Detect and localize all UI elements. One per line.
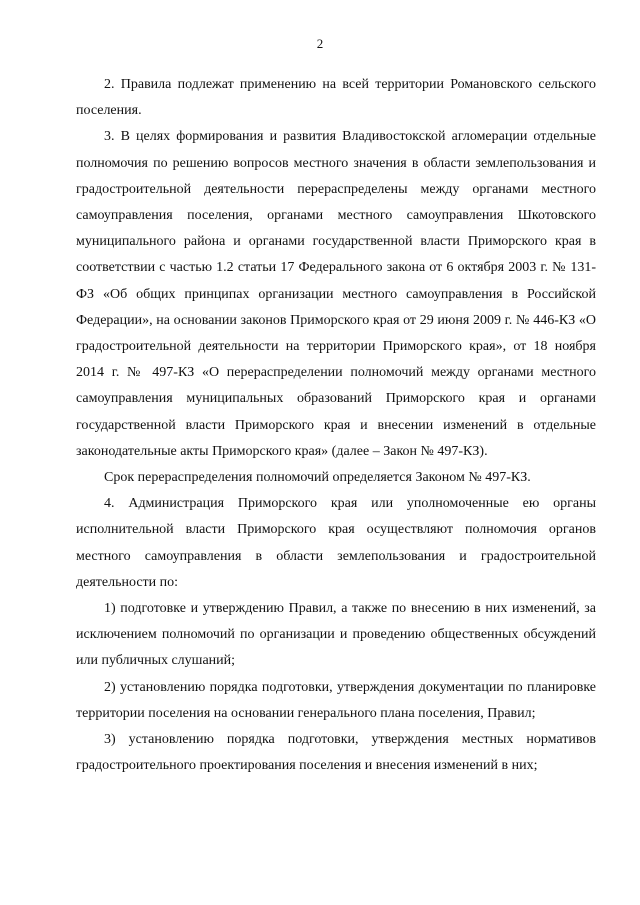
list-item-2-planning-documentation: 2) установлению порядка подготовки, утверждения документации по планировке территории поселения на основании генерального плана поселения, Правил;: [76, 679, 596, 721]
paragraph-4-administration-powers: 4. Администрация Приморского края или уполномоченные ею органы исполнительной власти Приморского края осуществляют полномочия органов местного самоуправления в области землепользования и градостроительной деятельности по:: [76, 496, 596, 590]
page-number: 2: [316, 36, 324, 51]
list-item-1-rules-approval: 1) подготовке и утверждению Правил, а также по внесению в них изменений, за исключением полномочий по организации и проведению общественных обсуждений или публичных слушаний;: [76, 601, 596, 669]
paragraph-redistribution-term: Срок перераспределения полномочий определяется Законом № 497-КЗ.: [104, 470, 531, 486]
list-item-3-local-standards: 3) установлению порядка подготовки, утверждения местных нормативов градостроительного проектирования поселения и внесения изменений в них;: [76, 732, 596, 774]
paragraph-3-powers-redistribution: 3. В целях формирования и развития Владивостокской агломерации отдельные полномочия по решению вопросов местного значения в области землепользования и градостроительной деятельности перераспределены между органами местного самоуправления поселения, органами местного самоуправления Шкотовского муниципального района и органами государственной власти Приморского края в соответствии с частью 1.2 статьи 17 Федерального закона от 6 октября 2003 г. № 131-ФЗ «Об общих принципах организации местного самоуправления в Российской Федерации», на основании законов Приморского края от 29 июня 2009 г. № 446-КЗ «О градостроительной деятельности на территории Приморского края», от 18 ноября 2014 г. № 497-КЗ «О перераспределении полномочий между органами местного самоуправления муниципальных образований Приморского края и органами государственной власти Приморского края и внесении изменений в отдельные законодательные акты Приморского края» (далее – Закон № 497-КЗ).: [76, 129, 596, 459]
document-body: [76, 72, 596, 779]
paragraph-2-scope: 2. Правила подлежат применению на всей территории Романовского сельского поселения.: [76, 77, 596, 119]
